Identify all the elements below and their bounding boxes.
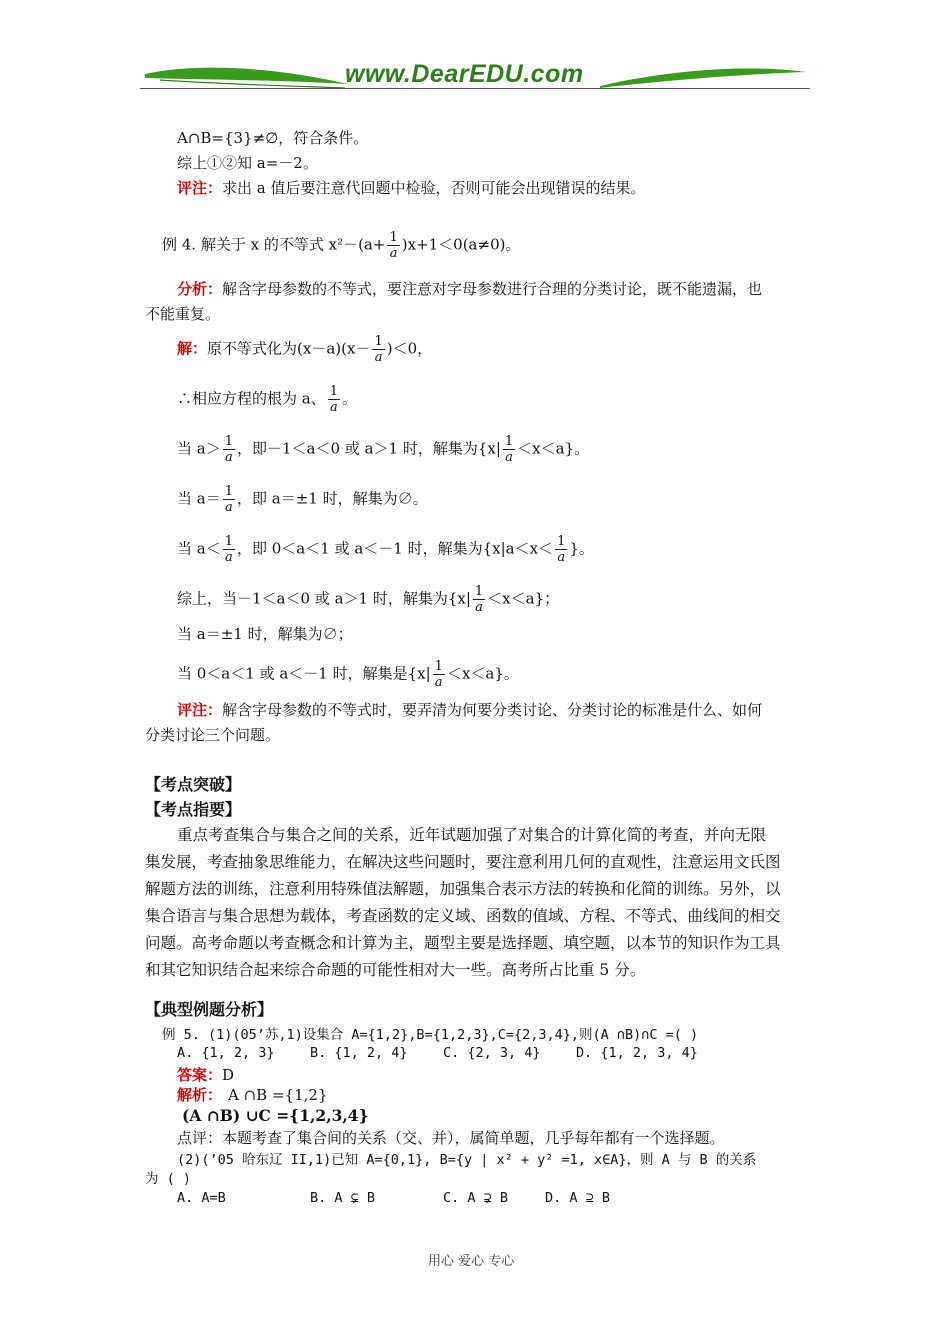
comment-text: 解含字母参数的不等式时，要弄清为何要分类讨论、分类讨论的标准是什么、如何 <box>222 701 763 719</box>
ex4-analysis <box>177 277 762 301</box>
fraction: $\frac{1}{a}$ <box>224 434 233 465</box>
answer-value: D <box>222 1066 235 1084</box>
solve-text: 原不等式化为(x－a)(x－ <box>207 339 371 358</box>
example4-title <box>162 230 520 261</box>
header-rule <box>140 88 810 89</box>
ex5-question1: 例 5. (1)(05’苏,1)设集合 A={1,2},B={1,2,3},C={2,3,4},则(A ∩B)∩C =( ) <box>162 1027 699 1043</box>
page-footer: 用心 爱心 专心 <box>428 1254 515 1269</box>
comment-label: 评注： <box>177 701 223 719</box>
ex5-q2-option-c: C. A ⊋ B <box>443 1190 509 1206</box>
section-heading-examples: 【典型例题分析】 <box>145 1002 274 1019</box>
ex5-question2: (2)(’05 哈东辽 II,1)已知 A={0,1}, B={y | x² + y² =1, x∈A}，则 A 与 B 的关系 <box>177 1152 757 1168</box>
paragraph-line: 集合语言与集合思想为载体，考查函数的定义域、函数的值域、方程、不等式、曲线间的相交 <box>145 907 781 925</box>
ex4-summary1: 综上，当－1＜a＜0 或 a＞1 时，解集为{x| $\frac{1}{a}$ ＜x＜a}； <box>177 584 560 615</box>
section-subheading-pointers: 【考点指要】 <box>145 802 242 819</box>
ex5-q1-option-c: C. {2, 3, 4} <box>443 1045 541 1061</box>
top-comment <box>177 176 646 200</box>
ex5-q2-option-b: B. A ⊊ B <box>310 1190 376 1206</box>
fraction: $\frac{1}{a}$ <box>474 584 484 615</box>
ex5-question2-cont: 为 ( ) <box>145 1171 192 1187</box>
analysis-text: 解含字母参数的不等式，要注意对字母参数进行合理的分类讨论，既不能遗漏，也 <box>222 280 763 298</box>
comment-text: 求出 a 值后要注意代回题中检验，否则可能会出现错误的结果。 <box>222 179 646 197</box>
page-header <box>140 56 810 96</box>
ex4-solve <box>177 334 432 365</box>
ex4-roots: ∴相应方程的根为 a、 $\frac{1}{a}$ 。 <box>177 384 358 415</box>
ex4-comment <box>177 698 762 722</box>
ex4-title-part: 例 4. 解关于 x 的不等式 x²－(a+ <box>162 235 386 254</box>
pointers-paragraph <box>145 822 815 984</box>
ex4-case2: 当 a＝ $\frac{1}{a}$ ，即 a＝±1 时，解集为∅。 <box>177 484 428 515</box>
solve-label: 解： <box>177 339 208 358</box>
fraction: $\frac{1}{a}$ <box>557 534 566 565</box>
ex4-comment-cont: 分类讨论三个问题。 <box>145 726 281 744</box>
fraction: $\frac{1}{a}$ <box>374 334 383 365</box>
fraction: $\frac{1}{a}$ <box>504 434 514 465</box>
ex5-q2-option-d: D. A ⊇ B <box>545 1190 611 1206</box>
fraction: $\frac{1}{a}$ <box>389 230 398 261</box>
ex4-summary2: 当 a＝±1 时，解集为∅； <box>177 625 353 643</box>
answer-label: 答案： <box>177 1066 223 1084</box>
intersection-line: A∩B={3}≠∅，符合条件。 <box>177 129 369 147</box>
ex5-q1-option-a: A. {1, 2, 3} <box>177 1045 275 1061</box>
paragraph-line: 重点考查集合与集合之间的关系，近年试题加强了对集合的计算化简的考查，并向无限 <box>177 826 767 844</box>
solve-text: )＜0， <box>386 339 433 358</box>
ex5-q2-option-a: A. A=B <box>177 1190 226 1206</box>
fraction: $\frac{1}{a}$ <box>434 659 443 690</box>
paragraph-line: 解题方法的训练，注意利用特殊值法解题，加强集合表示方法的转换和化简的训练。另外，以 <box>145 880 781 898</box>
ex5-review: 点评：本题考查了集合间的关系（交、并），属简单题，几乎每年都有一个选择题。 <box>177 1129 725 1147</box>
ex4-title-part: )x+1＜0(a≠0)。 <box>401 235 521 254</box>
fraction: $\frac{1}{a}$ <box>224 484 233 515</box>
ex4-analysis-cont: 不能重复。 <box>145 305 221 323</box>
header-logo: www.DearEDU.com <box>345 60 584 88</box>
paragraph-line: 和其它知识结合起来综合命题的可能性相对大一些。高考所占比重 5 分。 <box>145 961 646 979</box>
ex4-case1: 当 a＞ $\frac{1}{a}$ ，即－1＜a＜0 或 a＞1 时，解集为{x| $\frac{1}{a}$ ＜x＜a}。 <box>177 434 590 465</box>
analysis-label: 分析： <box>177 280 223 298</box>
paragraph-line: 问题。高考命题以考查概念和计算为主，题型主要是选择题、填空题，以本节的知识作为工具 <box>145 934 781 952</box>
conclusion-line: 综上①②知 a=－2。 <box>177 154 318 172</box>
explain-formula: A ∩B ={1,2} <box>228 1086 328 1104</box>
ex5-q1-option-b: B. {1, 2, 4} <box>310 1045 408 1061</box>
ex4-case3: 当 a＜ $\frac{1}{a}$ ，即 0＜a＜1 或 a＜－1 时，解集为{x|a＜x＜ $\frac{1}{a}$ }。 <box>177 534 594 565</box>
ex4-summary3: 当 0＜a＜1 或 a＜－1 时，解集是{x| $\frac{1}{a}$ ＜x＜a}。 <box>177 659 519 690</box>
ex5-q1-option-d: D. {1, 2, 3, 4} <box>576 1045 698 1061</box>
comment-label: 评注： <box>177 179 223 197</box>
paragraph-line: 集发展，考查抽象思维能力，在解决这些问题时，要注意利用几何的直观性，注意运用文氏图 <box>145 853 781 871</box>
section-heading-breakthrough: 【考点突破】 <box>145 777 242 794</box>
fraction: $\frac{1}{a}$ <box>329 384 338 415</box>
ex5-explain-formula2: (A ∩B) ∪C ={1,2,3,4} <box>182 1106 369 1125</box>
explain-label: 解析： <box>177 1086 223 1104</box>
fraction: $\frac{1}{a}$ <box>224 534 233 565</box>
